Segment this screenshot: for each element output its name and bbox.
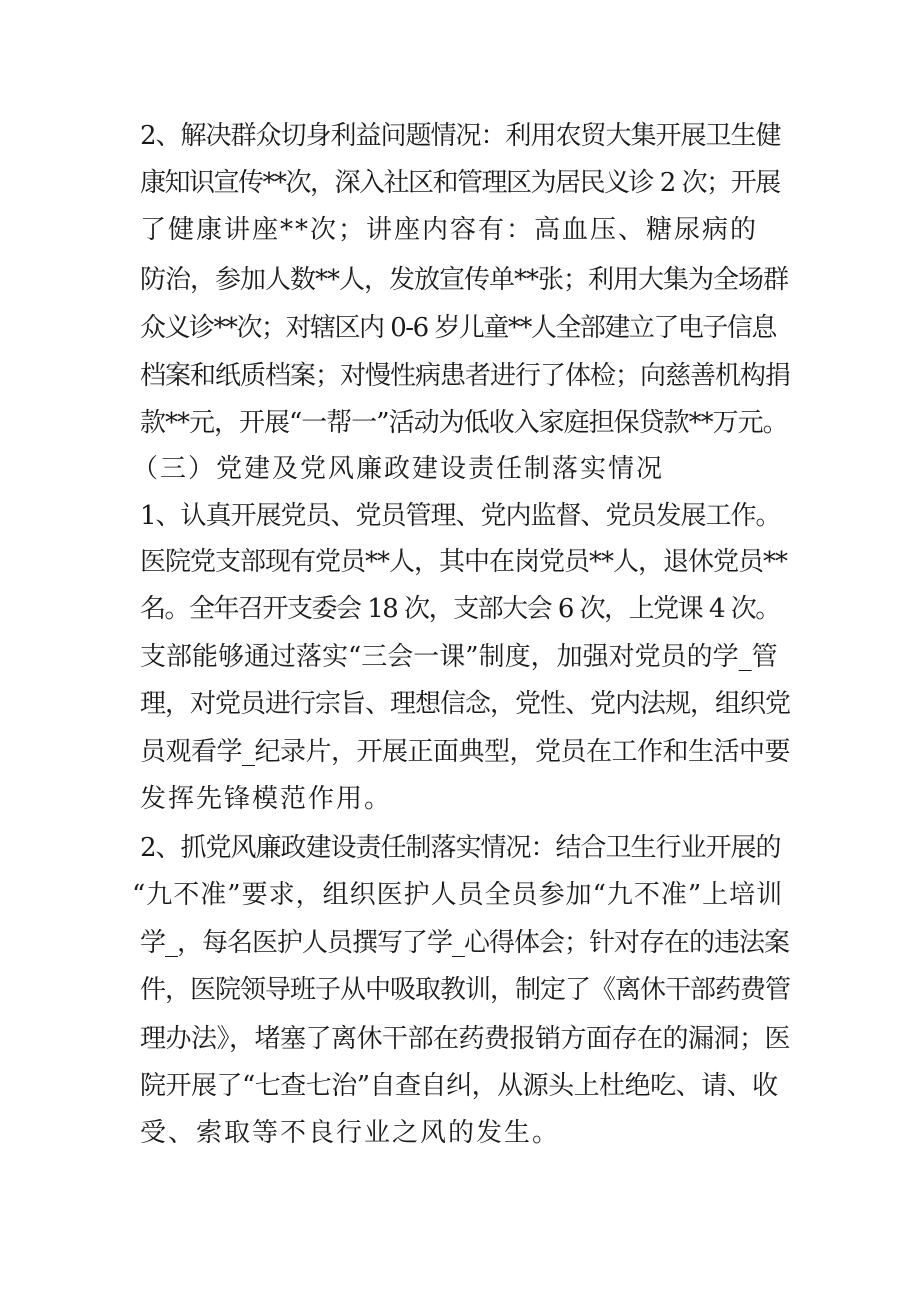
text-line-11: 名。全年召开支委会 18 次，支部大会 6 次，上党课 4 次。 [140,594,780,624]
text-line-17: “九不准”要求，组织医护人员全员参加“九不准”上培训 [132,880,784,910]
text-line-10: 医院党支部现有党员**人，其中在岗党员**人，退休党员** [140,547,788,577]
text-line-15: 发挥先锋模范作用。 [140,784,393,814]
text-line-9: 1、认真开展党员、党员管理、党内监督、党员发展工作。 [140,501,781,531]
text-line-13: 理，对党员进行宗旨、理想信念，党性、党内法规，组织党 [140,689,791,719]
text-line-2: 康知识宣传**次，深入社区和管理区为居民义诊 2 次；开展 [140,168,780,198]
text-line-12: 支部能够通过落实“三会一课”制度，加强对党员的学_管 [140,642,778,672]
text-line-5: 众义诊**次；对辖区内 0-6 岁儿童**人全部建立了电子信息 [140,313,776,343]
text-line-16: 2、抓党风廉政建设责任制落实情况：结合卫生行业开展的 [140,833,781,863]
text-line-6: 档案和纸质档案；对慢性病患者进行了体检；向慈善机构捐 [140,361,791,391]
text-line-7: 款**元，开展“一帮一”活动为低收入家庭担保贷款**万元。 [140,408,788,438]
text-line-3: 了健康讲座**次；讲座内容有：高血压、糖尿病的 [140,215,759,245]
text-line-4: 防治，参加人数**人，发放宣传单**张；利用大集为全场群 [140,265,789,295]
text-line-21: 院开展了“七查七治”自查自纠，从源头上杜绝吃、请、收 [140,1071,778,1101]
text-line-14: 员观看学_纪录片，开展正面典型，党员在工作和生活中要 [140,737,791,767]
text-line-22: 受、索取等不良行业之风的发生。 [140,1118,561,1148]
section-heading: （三）党建及党风廉政建设责任制落实情况 [132,454,665,484]
text-line-1: 2、解决群众切身利益问题情况：利用农贸大集开展卫生健 [140,121,781,151]
text-line-18: 学_，每名医护人员撰写了学_心得体会；针对存在的违法案 [140,928,790,958]
text-line-20: 理办法》，堵塞了离休干部在药费报销方面存在的漏洞；医 [140,1024,791,1054]
text-line-19: 件，医院领导班子从中吸取教训，制定了《离休干部药费管 [140,975,791,1005]
